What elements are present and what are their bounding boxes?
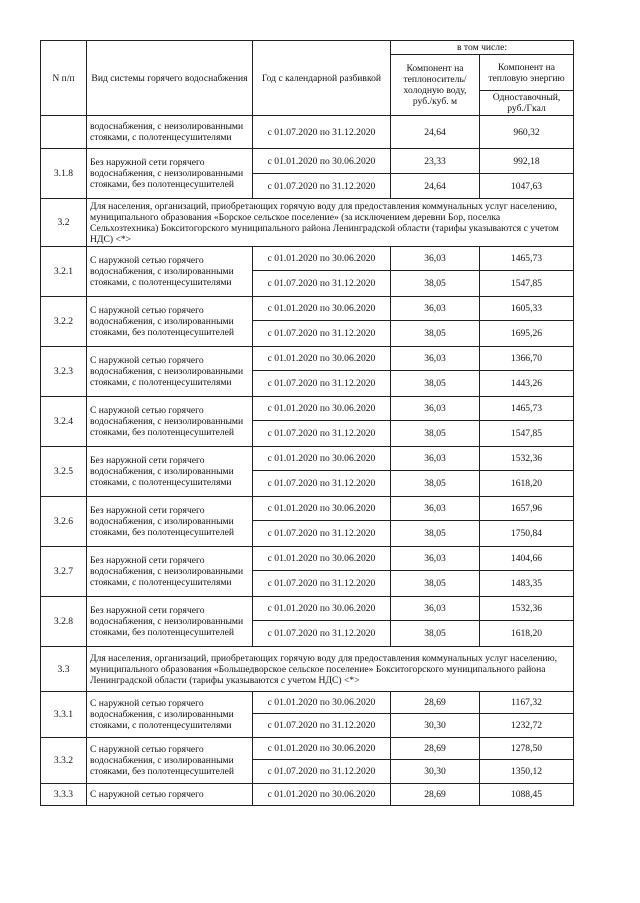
row-water-value: 36,03 (391, 397, 480, 421)
row-number: 3.2.5 (41, 447, 87, 497)
row-number: 3.2.1 (41, 247, 87, 297)
row-system-type: Без наружной сети горячего водоснабжения, с изолированными стояками, с полотенцесушителями (87, 447, 253, 497)
row-heat-value: 1350,12 (480, 760, 574, 784)
row-water-value: 36,03 (391, 597, 480, 621)
row-heat-value: 1443,26 (480, 371, 574, 397)
row-period: с 01.07.2020 по 31.12.2020 (253, 714, 391, 738)
row-period: с 01.01.2020 по 30.06.2020 (253, 297, 391, 321)
row-heat-value: 1657,96 (480, 497, 574, 521)
row-heat-value: 1465,73 (480, 397, 574, 421)
row-period: с 01.01.2020 по 30.06.2020 (253, 497, 391, 521)
row-heat-value: 1547,85 (480, 421, 574, 447)
row-system-type: С наружной сетью горячего водоснабжения, с неизолированными стояками, с полотенцесушителями (87, 347, 253, 397)
table-row (41, 347, 574, 371)
header-period: Год с календарной разбивкой (253, 41, 391, 116)
row-heat-value: 1088,45 (480, 784, 574, 806)
row-system-type: С наружной сетью горячего водоснабжения, с изолированными стояками, с полотенцесушителями (87, 247, 253, 297)
tariff-table (40, 40, 574, 806)
row-water-value: 28,69 (391, 784, 480, 806)
row-number: 3.2.8 (41, 597, 87, 647)
row-heat-value: 1547,85 (480, 271, 574, 297)
row-system-type: С наружной сетью горячего (87, 784, 253, 806)
row-water-value: 28,69 (391, 692, 480, 714)
row-heat-value: 1404,66 (480, 547, 574, 571)
row-heat-value: 960,32 (480, 116, 574, 149)
row-number: 3.3.2 (41, 738, 87, 784)
header-heat-component: Компонент на тепловую энергию (480, 55, 574, 91)
row-number: 3.2.7 (41, 547, 87, 597)
row-water-value: 30,30 (391, 714, 480, 738)
row-period: с 01.07.2020 по 31.12.2020 (253, 174, 391, 199)
row-number: 3.3.3 (41, 784, 87, 806)
row-number (41, 116, 87, 149)
row-system-type: С наружной сетью горячего водоснабжения, с изолированными стояками, без полотенцесушителей (87, 738, 253, 784)
row-heat-value: 1366,70 (480, 347, 574, 371)
row-period: с 01.01.2020 по 30.06.2020 (253, 597, 391, 621)
row-period: с 01.07.2020 по 31.12.2020 (253, 321, 391, 347)
table-row (41, 497, 574, 521)
row-heat-value: 1532,36 (480, 597, 574, 621)
row-water-value: 24,64 (391, 174, 480, 199)
row-heat-value: 1750,84 (480, 521, 574, 547)
row-heat-value: 1278,50 (480, 738, 574, 760)
table-row (41, 297, 574, 321)
row-water-value: 38,05 (391, 471, 480, 497)
row-water-value: 38,05 (391, 571, 480, 597)
row-system-type: С наружной сетью горячего водоснабжения, с изолированными стояками, с полотенцесушителями (87, 692, 253, 738)
row-system-type: водоснабжения, с неизолированными стояками, с полотенцесушителями (87, 116, 253, 149)
row-water-value: 38,05 (391, 371, 480, 397)
row-water-value: 28,69 (391, 738, 480, 760)
row-number: 3.2.4 (41, 397, 87, 447)
row-system-type: С наружной сетью горячего водоснабжения, с изолированными стояками, без полотенцесушителей (87, 297, 253, 347)
row-period: с 01.07.2020 по 31.12.2020 (253, 371, 391, 397)
row-heat-value: 992,18 (480, 149, 574, 174)
row-water-value: 38,05 (391, 271, 480, 297)
row-period: с 01.01.2020 по 30.06.2020 (253, 247, 391, 271)
row-period: с 01.01.2020 по 30.06.2020 (253, 447, 391, 471)
row-heat-value: 1232,72 (480, 714, 574, 738)
section-number: 3.2 (41, 199, 87, 247)
row-system-type: Без наружной сети горячего водоснабжения, с неизолированными стояками, без полотенцесушителей (87, 149, 253, 199)
row-water-value: 36,03 (391, 247, 480, 271)
table-row (41, 397, 574, 421)
header-num: N п/п (41, 41, 87, 116)
row-heat-value: 1532,36 (480, 447, 574, 471)
tariff-document-page (40, 40, 573, 806)
row-water-value: 38,05 (391, 621, 480, 647)
row-system-type: Без наружной сети горячего водоснабжения, с изолированными стояками, без полотенцесушителей (87, 497, 253, 547)
table-row (41, 149, 574, 174)
row-water-value: 30,30 (391, 760, 480, 784)
row-water-value: 24,64 (391, 116, 480, 149)
row-period: с 01.07.2020 по 31.12.2020 (253, 471, 391, 497)
section-row (41, 647, 574, 692)
row-number: 3.2.2 (41, 297, 87, 347)
row-period: с 01.01.2020 по 30.06.2020 (253, 692, 391, 714)
row-period: с 01.01.2020 по 30.06.2020 (253, 547, 391, 571)
row-period: с 01.07.2020 по 31.12.2020 (253, 271, 391, 297)
row-period: с 01.07.2020 по 31.12.2020 (253, 571, 391, 597)
table-row (41, 447, 574, 471)
table-row (41, 247, 574, 271)
row-water-value: 36,03 (391, 347, 480, 371)
section-number: 3.3 (41, 647, 87, 692)
row-number: 3.3.1 (41, 692, 87, 738)
row-period: с 01.01.2020 по 30.06.2020 (253, 397, 391, 421)
row-water-value: 36,03 (391, 297, 480, 321)
row-system-type: С наружной сетью горячего водоснабжения, с неизолированными стояками, без полотенцесушителей (87, 397, 253, 447)
row-period: с 01.07.2020 по 31.12.2020 (253, 421, 391, 447)
row-heat-value: 1695,26 (480, 321, 574, 347)
row-system-type: Без наружной сети горячего водоснабжения, с неизолированными стояками, с полотенцесушителями (87, 547, 253, 597)
row-heat-value: 1605,33 (480, 297, 574, 321)
row-number: 3.2.3 (41, 347, 87, 397)
row-period: с 01.07.2020 по 31.12.2020 (253, 116, 391, 149)
table-row (41, 784, 574, 806)
row-heat-value: 1047,63 (480, 174, 574, 199)
row-number: 3.2.6 (41, 497, 87, 547)
row-water-value: 23,33 (391, 149, 480, 174)
header-heat-single-rate: Одноставочный, руб./Гкал (480, 91, 574, 116)
row-heat-value: 1465,73 (480, 247, 574, 271)
row-water-value: 38,05 (391, 521, 480, 547)
row-water-value: 36,03 (391, 497, 480, 521)
row-number: 3.1.8 (41, 149, 87, 199)
row-heat-value: 1167,32 (480, 692, 574, 714)
table-row (41, 116, 574, 149)
row-water-value: 36,03 (391, 447, 480, 471)
tariff-table-body (41, 116, 574, 806)
row-heat-value: 1618,20 (480, 471, 574, 497)
row-system-type: Без наружной сети горячего водоснабжения, с неизолированными стояками, без полотенцесушителей (87, 597, 253, 647)
row-water-value: 36,03 (391, 547, 480, 571)
row-period: с 01.07.2020 по 31.12.2020 (253, 760, 391, 784)
table-row (41, 597, 574, 621)
header-system-type: Вид системы горячего водоснабжения (87, 41, 253, 116)
section-description: Для населения, организаций, приобретающих горячую воду для предоставления коммунальных услуг населению, муниципального образования «Большедворское сельское поселение» Бокситогорского муниципального района Ленинградской области (тарифы указываются с учетом НДС) <*> (87, 647, 574, 692)
section-row (41, 199, 574, 247)
table-row (41, 547, 574, 571)
header-including: в том числе: (391, 41, 574, 55)
table-row (41, 692, 574, 714)
row-period: с 01.01.2020 по 30.06.2020 (253, 347, 391, 371)
row-water-value: 38,05 (391, 421, 480, 447)
row-period: с 01.01.2020 по 30.06.2020 (253, 784, 391, 806)
table-row (41, 738, 574, 760)
row-heat-value: 1483,35 (480, 571, 574, 597)
header-water-component: Компонент на теплоноситель/холодную воду, руб./куб. м (391, 55, 480, 116)
row-period: с 01.07.2020 по 31.12.2020 (253, 621, 391, 647)
row-period: с 01.01.2020 по 30.06.2020 (253, 149, 391, 174)
section-description: Для населения, организаций, приобретающих горячую воду для предоставления коммунальных услуг населению, муниципального образования «Борское сельское поселение» (за исключением деревни Бор, поселка Сельхозтехника) Бокситогорского муниципального района Ленинградской области (тарифы указываются с учетом НДС) <*> (87, 199, 574, 247)
row-water-value: 38,05 (391, 321, 480, 347)
row-period: с 01.01.2020 по 30.06.2020 (253, 738, 391, 760)
row-period: с 01.07.2020 по 31.12.2020 (253, 521, 391, 547)
row-heat-value: 1618,20 (480, 621, 574, 647)
